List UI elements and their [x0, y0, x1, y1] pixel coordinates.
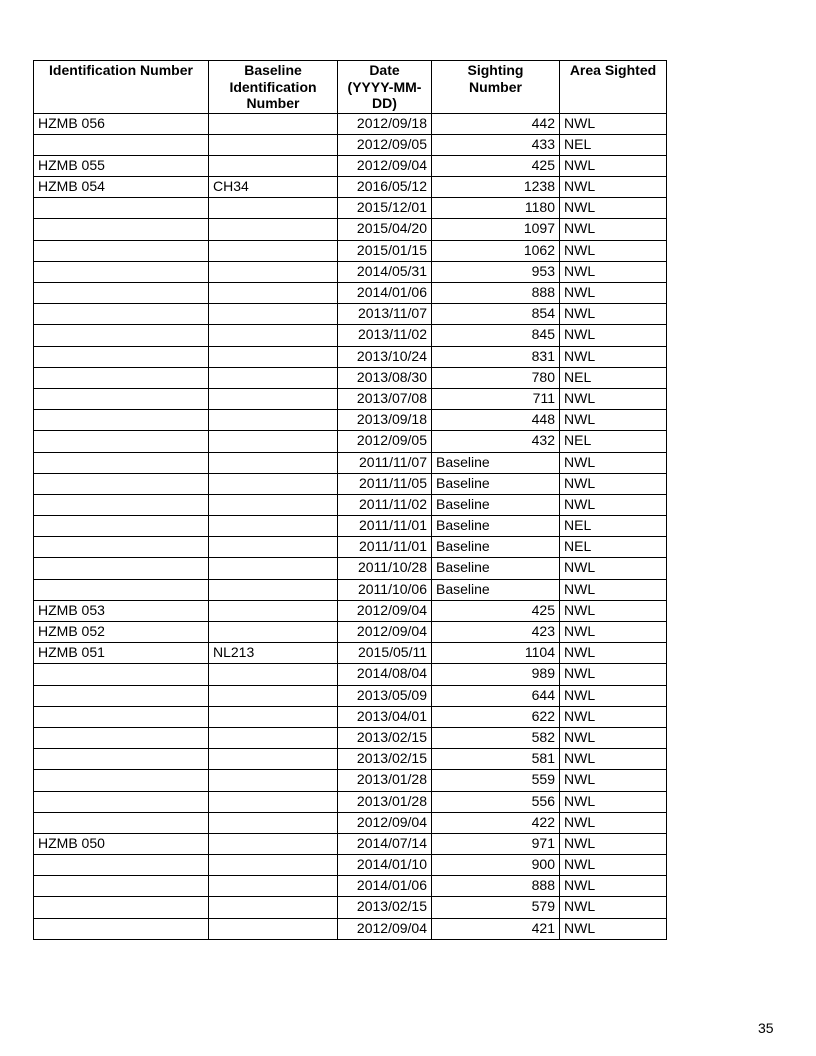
area-sighted-cell: NEL	[560, 431, 667, 452]
table-row	[34, 240, 667, 261]
baseline-id-cell	[209, 494, 338, 515]
date-cell: 2014/01/10	[338, 855, 432, 876]
date-cell: 2014/05/31	[338, 261, 432, 282]
identification-cell	[34, 494, 209, 515]
identification-cell	[34, 219, 209, 240]
sighting-number-cell: 581	[432, 749, 560, 770]
identification-cell	[34, 431, 209, 452]
sighting-number-cell: 422	[432, 812, 560, 833]
date-cell: 2013/11/02	[338, 325, 432, 346]
table-row	[34, 643, 667, 664]
date-cell: 2013/02/15	[338, 749, 432, 770]
table-row	[34, 177, 667, 198]
area-sighted-cell: NWL	[560, 643, 667, 664]
date-cell: 2011/11/07	[338, 452, 432, 473]
sighting-number-cell: 780	[432, 367, 560, 388]
identification-cell: HZMB 055	[34, 155, 209, 176]
area-sighted-cell: NWL	[560, 833, 667, 854]
identification-cell	[34, 346, 209, 367]
header-baseline-line2: Identification	[229, 78, 317, 95]
date-cell: 2014/07/14	[338, 833, 432, 854]
date-cell: 2014/08/04	[338, 664, 432, 685]
area-sighted-cell: NWL	[560, 706, 667, 727]
identification-cell	[34, 685, 209, 706]
table-row	[34, 685, 667, 706]
date-cell: 2011/11/01	[338, 516, 432, 537]
identification-cell: HZMB 056	[34, 113, 209, 134]
header-date-line3: DD)	[372, 95, 397, 111]
header-area-text: Area Sighted	[569, 62, 657, 78]
header-baseline-line1: Baseline	[244, 62, 302, 78]
area-sighted-cell: NEL	[560, 367, 667, 388]
area-sighted-cell: NWL	[560, 727, 667, 748]
area-sighted-cell: NWL	[560, 198, 667, 219]
area-sighted-cell: NWL	[560, 283, 667, 304]
baseline-id-cell	[209, 558, 338, 579]
table-row	[34, 812, 667, 833]
area-sighted-cell: NWL	[560, 600, 667, 621]
area-sighted-cell: NWL	[560, 770, 667, 791]
sighting-number-cell: 1238	[432, 177, 560, 198]
area-sighted-cell: NWL	[560, 664, 667, 685]
area-sighted-cell: NWL	[560, 325, 667, 346]
table-row	[34, 537, 667, 558]
date-cell: 2014/01/06	[338, 876, 432, 897]
baseline-id-cell	[209, 325, 338, 346]
table-row	[34, 706, 667, 727]
identification-cell	[34, 770, 209, 791]
identification-cell	[34, 473, 209, 494]
table-body	[34, 113, 667, 939]
area-sighted-cell: NWL	[560, 685, 667, 706]
sighting-number-cell: Baseline	[432, 579, 560, 600]
table-row	[34, 876, 667, 897]
baseline-id-cell	[209, 134, 338, 155]
identification-cell	[34, 749, 209, 770]
baseline-id-cell	[209, 770, 338, 791]
date-cell: 2011/11/02	[338, 494, 432, 515]
baseline-id-cell	[209, 473, 338, 494]
sighting-number-cell: 559	[432, 770, 560, 791]
baseline-id-cell	[209, 304, 338, 325]
baseline-id-cell	[209, 198, 338, 219]
baseline-id-cell	[209, 579, 338, 600]
table-row	[34, 558, 667, 579]
sighting-number-cell: 582	[432, 727, 560, 748]
identification-cell	[34, 727, 209, 748]
sighting-number-cell: 953	[432, 261, 560, 282]
date-cell: 2016/05/12	[338, 177, 432, 198]
baseline-id-cell	[209, 367, 338, 388]
identification-cell	[34, 706, 209, 727]
date-cell: 2013/10/24	[338, 346, 432, 367]
identification-cell	[34, 579, 209, 600]
date-cell: 2015/05/11	[338, 643, 432, 664]
date-cell: 2011/11/01	[338, 537, 432, 558]
sighting-number-cell: Baseline	[432, 537, 560, 558]
header-baseline-identification-number	[209, 61, 338, 114]
identification-cell	[34, 388, 209, 409]
identification-cell	[34, 261, 209, 282]
baseline-id-cell	[209, 918, 338, 939]
table-row	[34, 388, 667, 409]
baseline-id-cell	[209, 812, 338, 833]
table-row	[34, 727, 667, 748]
sighting-number-cell: 854	[432, 304, 560, 325]
identification-cell: HZMB 054	[34, 177, 209, 198]
sighting-number-cell: 644	[432, 685, 560, 706]
area-sighted-cell: NEL	[560, 537, 667, 558]
area-sighted-cell: NEL	[560, 516, 667, 537]
table-row	[34, 367, 667, 388]
baseline-id-cell	[209, 388, 338, 409]
sighting-number-cell: 900	[432, 855, 560, 876]
table-row	[34, 346, 667, 367]
sighting-number-cell: 423	[432, 622, 560, 643]
date-cell: 2012/09/05	[338, 431, 432, 452]
identification-cell	[34, 791, 209, 812]
area-sighted-cell: NWL	[560, 494, 667, 515]
date-cell: 2013/02/15	[338, 727, 432, 748]
identification-cell	[34, 876, 209, 897]
baseline-id-cell	[209, 537, 338, 558]
sighting-number-cell: 888	[432, 283, 560, 304]
sighting-number-cell: Baseline	[432, 452, 560, 473]
sighting-number-cell: 1104	[432, 643, 560, 664]
date-cell: 2012/09/18	[338, 113, 432, 134]
sighting-number-cell: 448	[432, 410, 560, 431]
identification-cell	[34, 664, 209, 685]
area-sighted-cell: NWL	[560, 558, 667, 579]
area-sighted-cell: NWL	[560, 410, 667, 431]
baseline-id-cell	[209, 155, 338, 176]
date-cell: 2015/01/15	[338, 240, 432, 261]
baseline-id-cell	[209, 685, 338, 706]
table-row	[34, 325, 667, 346]
table-row	[34, 622, 667, 643]
date-cell: 2013/09/18	[338, 410, 432, 431]
identification-cell	[34, 367, 209, 388]
table-header-row	[34, 61, 667, 114]
identification-cell: HZMB 052	[34, 622, 209, 643]
date-cell: 2012/09/05	[338, 134, 432, 155]
area-sighted-cell: NWL	[560, 855, 667, 876]
baseline-id-cell	[209, 897, 338, 918]
date-cell: 2015/12/01	[338, 198, 432, 219]
baseline-id-cell	[209, 600, 338, 621]
sighting-number-cell: 989	[432, 664, 560, 685]
table-row	[34, 431, 667, 452]
header-sighting-number	[432, 61, 560, 114]
date-cell: 2014/01/06	[338, 283, 432, 304]
sighting-number-cell: 421	[432, 918, 560, 939]
baseline-id-cell	[209, 240, 338, 261]
sighting-number-cell: 1062	[432, 240, 560, 261]
sighting-number-cell: 1097	[432, 219, 560, 240]
table-row	[34, 494, 667, 515]
header-date	[338, 61, 432, 114]
area-sighted-cell: NWL	[560, 791, 667, 812]
baseline-id-cell: NL213	[209, 643, 338, 664]
header-sighting-line2: Number	[469, 78, 522, 95]
sighting-number-cell: 425	[432, 155, 560, 176]
identification-cell	[34, 410, 209, 431]
table-row	[34, 855, 667, 876]
table-row	[34, 261, 667, 282]
identification-cell	[34, 134, 209, 155]
date-cell: 2011/10/06	[338, 579, 432, 600]
table-row	[34, 410, 667, 431]
area-sighted-cell: NEL	[560, 134, 667, 155]
table-row	[34, 749, 667, 770]
identification-cell	[34, 558, 209, 579]
header-identification-number	[34, 61, 209, 114]
sighting-number-cell: 831	[432, 346, 560, 367]
area-sighted-cell: NWL	[560, 749, 667, 770]
sighting-number-cell: 845	[432, 325, 560, 346]
date-cell: 2013/04/01	[338, 706, 432, 727]
table-row	[34, 283, 667, 304]
table-row	[34, 219, 667, 240]
identification-cell: HZMB 050	[34, 833, 209, 854]
baseline-id-cell	[209, 791, 338, 812]
table-row	[34, 113, 667, 134]
table-row	[34, 770, 667, 791]
date-cell: 2011/10/28	[338, 558, 432, 579]
header-sighting-line1: Sighting	[467, 62, 524, 78]
sighting-number-cell: 433	[432, 134, 560, 155]
header-area-sighted	[560, 61, 667, 114]
table-row	[34, 452, 667, 473]
area-sighted-cell: NWL	[560, 219, 667, 240]
sighting-number-cell: Baseline	[432, 516, 560, 537]
sightings-table	[33, 60, 667, 940]
baseline-id-cell	[209, 876, 338, 897]
table-row	[34, 791, 667, 812]
area-sighted-cell: NWL	[560, 177, 667, 198]
date-cell: 2012/09/04	[338, 812, 432, 833]
identification-cell	[34, 537, 209, 558]
header-date-line2: (YYYY-MM-	[347, 78, 422, 95]
baseline-id-cell	[209, 727, 338, 748]
header-date-line1: Date	[369, 62, 400, 78]
sighting-number-cell: 622	[432, 706, 560, 727]
area-sighted-cell: NWL	[560, 452, 667, 473]
baseline-id-cell	[209, 431, 338, 452]
identification-cell	[34, 452, 209, 473]
sighting-number-cell: 579	[432, 897, 560, 918]
date-cell: 2012/09/04	[338, 918, 432, 939]
table-row	[34, 918, 667, 939]
identification-cell	[34, 325, 209, 346]
area-sighted-cell: NWL	[560, 304, 667, 325]
baseline-id-cell	[209, 833, 338, 854]
identification-cell	[34, 855, 209, 876]
baseline-id-cell	[209, 113, 338, 134]
sighting-number-cell: 442	[432, 113, 560, 134]
identification-cell	[34, 240, 209, 261]
date-cell: 2012/09/04	[338, 155, 432, 176]
area-sighted-cell: NWL	[560, 622, 667, 643]
sighting-number-cell: Baseline	[432, 494, 560, 515]
area-sighted-cell: NWL	[560, 897, 667, 918]
baseline-id-cell	[209, 706, 338, 727]
table-row	[34, 579, 667, 600]
identification-cell	[34, 918, 209, 939]
date-cell: 2013/01/28	[338, 770, 432, 791]
date-cell: 2013/01/28	[338, 791, 432, 812]
identification-cell: HZMB 053	[34, 600, 209, 621]
table-row	[34, 516, 667, 537]
area-sighted-cell: NWL	[560, 473, 667, 494]
baseline-id-cell	[209, 346, 338, 367]
identification-cell	[34, 812, 209, 833]
sighting-number-cell: 556	[432, 791, 560, 812]
identification-cell	[34, 897, 209, 918]
table-row	[34, 304, 667, 325]
area-sighted-cell: NWL	[560, 346, 667, 367]
baseline-id-cell	[209, 219, 338, 240]
identification-cell	[34, 283, 209, 304]
area-sighted-cell: NWL	[560, 155, 667, 176]
sighting-number-cell: Baseline	[432, 558, 560, 579]
table-row	[34, 134, 667, 155]
date-cell: 2013/02/15	[338, 897, 432, 918]
area-sighted-cell: NWL	[560, 876, 667, 897]
baseline-id-cell	[209, 855, 338, 876]
baseline-id-cell	[209, 622, 338, 643]
identification-cell: HZMB 051	[34, 643, 209, 664]
baseline-id-cell	[209, 664, 338, 685]
area-sighted-cell: NWL	[560, 812, 667, 833]
baseline-id-cell	[209, 410, 338, 431]
date-cell: 2015/04/20	[338, 219, 432, 240]
table-row	[34, 198, 667, 219]
date-cell: 2012/09/04	[338, 622, 432, 643]
identification-cell	[34, 516, 209, 537]
table-row	[34, 600, 667, 621]
baseline-id-cell	[209, 283, 338, 304]
page-number: 35	[758, 1020, 774, 1036]
table-row	[34, 833, 667, 854]
area-sighted-cell: NWL	[560, 240, 667, 261]
sighting-number-cell: 425	[432, 600, 560, 621]
sighting-number-cell: 888	[432, 876, 560, 897]
header-baseline-line3: Number	[246, 95, 300, 111]
baseline-id-cell	[209, 749, 338, 770]
sighting-number-cell: 971	[432, 833, 560, 854]
date-cell: 2012/09/04	[338, 600, 432, 621]
date-cell: 2011/11/05	[338, 473, 432, 494]
date-cell: 2013/07/08	[338, 388, 432, 409]
area-sighted-cell: NWL	[560, 261, 667, 282]
area-sighted-cell: NWL	[560, 113, 667, 134]
table-row	[34, 155, 667, 176]
baseline-id-cell	[209, 452, 338, 473]
baseline-id-cell: CH34	[209, 177, 338, 198]
sighting-number-cell: 711	[432, 388, 560, 409]
baseline-id-cell	[209, 261, 338, 282]
date-cell: 2013/08/30	[338, 367, 432, 388]
identification-cell	[34, 198, 209, 219]
identification-cell	[34, 304, 209, 325]
area-sighted-cell: NWL	[560, 388, 667, 409]
date-cell: 2013/11/07	[338, 304, 432, 325]
area-sighted-cell: NWL	[560, 918, 667, 939]
header-id-text: Identification Number	[49, 62, 193, 78]
sighting-number-cell: Baseline	[432, 473, 560, 494]
table-row	[34, 897, 667, 918]
sighting-number-cell: 432	[432, 431, 560, 452]
baseline-id-cell	[209, 516, 338, 537]
date-cell: 2013/05/09	[338, 685, 432, 706]
area-sighted-cell: NWL	[560, 579, 667, 600]
table-row	[34, 664, 667, 685]
sighting-number-cell: 1180	[432, 198, 560, 219]
table-row	[34, 473, 667, 494]
